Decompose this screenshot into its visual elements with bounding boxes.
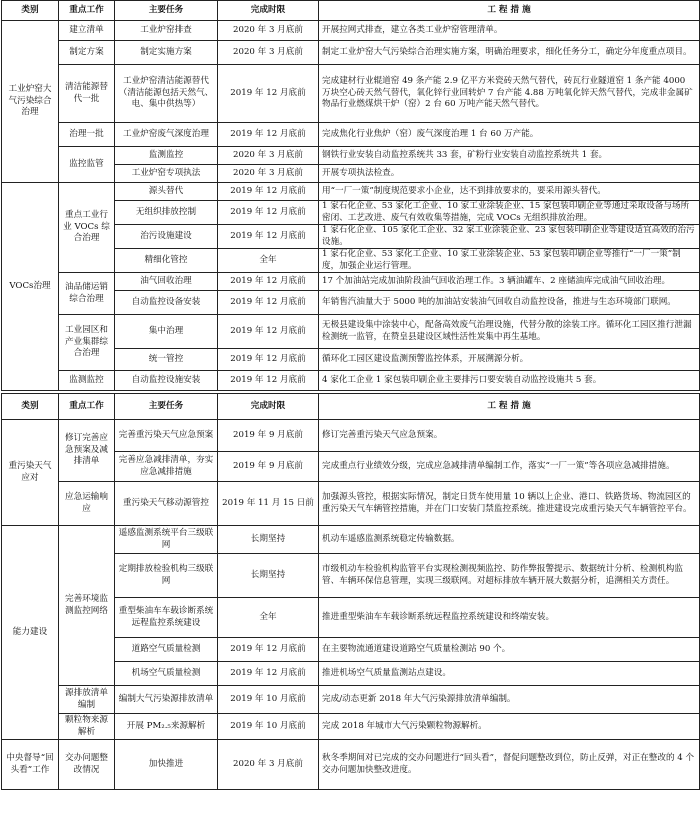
category-cell: 能力建设 bbox=[2, 526, 59, 740]
task-cell: 编制大气污染源排放清单 bbox=[115, 686, 218, 714]
work-cell: 油品储运销综合治理 bbox=[59, 273, 115, 315]
table-row bbox=[2, 686, 700, 714]
table-row bbox=[2, 273, 700, 291]
deadline-cell: 2020 年 3 月底前 bbox=[218, 740, 319, 790]
measure-cell: 无极县建设集中涂装中心，配备高效废气治理设施，代替分散的涂装工序。循环化工园区推行泄漏检测统一监管，在赞皇县建设区域性活性炭集中再生基地。 bbox=[319, 315, 700, 349]
measure-cell: 修订完善重污染天气应急预案。 bbox=[319, 420, 700, 452]
measure-cell: 17 个加油站完成加油阶段油气回收治理工作。3 辆油罐车、2 座储油库完成油气回收治理。 bbox=[319, 273, 700, 291]
deadline-cell: 长期坚持 bbox=[218, 554, 319, 598]
deadline-cell: 全年 bbox=[218, 598, 319, 638]
deadline-cell: 2019 年 12 月底前 bbox=[218, 371, 319, 391]
task-cell: 集中治理 bbox=[115, 315, 218, 349]
deadline-cell: 2019 年 12 月底前 bbox=[218, 225, 319, 249]
header-measures: 工 程 措 施 bbox=[319, 1, 700, 21]
measures-table-part-1 bbox=[1, 0, 700, 391]
measure-cell: 1 家石化企业、53 家化工企业、10 家工业涂装企业、15 家包装印刷企业等通过采取设备与场所密闭、工艺改进、废气有效收集等措施，完成 VOCs 无组织排放治理。 bbox=[319, 201, 700, 225]
task-cell: 工业炉窑专项执法 bbox=[115, 165, 218, 183]
measure-cell: 在主要物流通道建设道路空气质量检测站 90 个。 bbox=[319, 638, 700, 662]
measure-cell: 4 家化工企业 1 家包装印刷企业主要排污口要安装自动监控设施共 5 套。 bbox=[319, 371, 700, 391]
table-row bbox=[2, 65, 700, 123]
table-row bbox=[2, 41, 700, 65]
work-cell: 修订完善应急预案及减排清单 bbox=[59, 420, 115, 482]
measure-cell: 完成重点行业绩效分级，完成应急减排清单编制工作，落实“一厂一策”等各项应急减排措施。 bbox=[319, 452, 700, 482]
task-cell: 统一管控 bbox=[115, 349, 218, 371]
task-cell: 工业炉窑废气深度治理 bbox=[115, 123, 218, 147]
deadline-cell: 2019 年 10 月底前 bbox=[218, 714, 319, 740]
deadline-cell: 2020 年 3 月底前 bbox=[218, 41, 319, 65]
table-row bbox=[2, 526, 700, 554]
measure-cell: 用“一厂一策”制度规范要求小企业，达不到排放要求的，要采用源头替代。 bbox=[319, 183, 700, 201]
deadline-cell: 2019 年 12 月底前 bbox=[218, 349, 319, 371]
measure-cell: 1 家石化企业、105 家化工企业、32 家工业涂装企业、23 家包装印刷企业等建设适宜高效的治污设施。 bbox=[319, 225, 700, 249]
deadline-cell: 2019 年 12 月底前 bbox=[218, 638, 319, 662]
measures-table-part-2 bbox=[1, 393, 700, 790]
task-cell: 自动监控设施安装 bbox=[115, 371, 218, 391]
measure-cell: 推进重型柴油车车载诊断系统远程监控系统建设和终端安装。 bbox=[319, 598, 700, 638]
work-cell: 颗粒物来源解析 bbox=[59, 714, 115, 740]
task-cell: 油气回收治理 bbox=[115, 273, 218, 291]
deadline-cell: 2020 年 3 月底前 bbox=[218, 147, 319, 165]
table-row bbox=[2, 123, 700, 147]
table-row bbox=[2, 183, 700, 201]
task-cell: 开展 PM₂.₅来源解析 bbox=[115, 714, 218, 740]
table-row bbox=[2, 714, 700, 740]
deadline-cell: 2019 年 9 月底前 bbox=[218, 452, 319, 482]
deadline-cell: 2019 年 12 月底前 bbox=[218, 662, 319, 686]
deadline-cell: 2019 年 12 月底前 bbox=[218, 273, 319, 291]
measure-cell: 开展拉网式排查，建立各类工业炉窑管理清单。 bbox=[319, 21, 700, 41]
header-measures: 工 程 措 施 bbox=[319, 394, 700, 420]
deadline-cell: 2019 年 12 月底前 bbox=[218, 201, 319, 225]
work-cell: 清洁能源替代一批 bbox=[59, 65, 115, 123]
work-cell: 制定方案 bbox=[59, 41, 115, 65]
header-category: 类别 bbox=[2, 1, 59, 21]
measure-cell: 制定工业炉窑大气污染综合治理实施方案，明确治理要求，细化任务分工，确定分年度重点项目。 bbox=[319, 41, 700, 65]
work-cell: 工业园区和产业集群综合治理 bbox=[59, 315, 115, 371]
task-cell: 监测监控 bbox=[115, 147, 218, 165]
deadline-cell: 2020 年 3 月底前 bbox=[218, 21, 319, 41]
header-deadline: 完成时限 bbox=[218, 394, 319, 420]
measure-cell: 推进机场空气质量监测站点建设。 bbox=[319, 662, 700, 686]
table-row bbox=[2, 147, 700, 165]
deadline-cell: 2019 年 10 月底前 bbox=[218, 686, 319, 714]
work-cell: 交办问题整改情况 bbox=[59, 740, 115, 790]
header-key-work: 重点工作 bbox=[59, 394, 115, 420]
deadline-cell: 2019 年 9 月底前 bbox=[218, 420, 319, 452]
header-main-task: 主要任务 bbox=[115, 394, 218, 420]
deadline-cell: 全年 bbox=[218, 249, 319, 273]
deadline-cell: 2019 年 11 月 15 日前 bbox=[218, 482, 319, 526]
task-cell: 无组织排放控制 bbox=[115, 201, 218, 225]
deadline-cell: 2020 年 3 月底前 bbox=[218, 165, 319, 183]
measure-cell: 加强源头管控，根据实际情况，制定日货车使用量 10 辆以上企业、港口、铁路货场、物流园区的重污染天气车辆管控措施，并在门口安装门禁监控系统。推进建设完成重污染天气车辆管控平台。 bbox=[319, 482, 700, 526]
category-cell: 中央督导“回头看”工作 bbox=[2, 740, 59, 790]
table-header-row bbox=[2, 1, 700, 21]
work-cell: 源排放清单编制 bbox=[59, 686, 115, 714]
task-cell: 重型柴油车车载诊断系统远程监控系统建设 bbox=[115, 598, 218, 638]
deadline-cell: 长期坚持 bbox=[218, 526, 319, 554]
task-cell: 自动监控设备安装 bbox=[115, 291, 218, 315]
task-cell: 工业炉窑排查 bbox=[115, 21, 218, 41]
header-deadline: 完成时限 bbox=[218, 1, 319, 21]
task-cell: 加快推进 bbox=[115, 740, 218, 790]
deadline-cell: 2019 年 12 月底前 bbox=[218, 65, 319, 123]
measure-cell: 1 家石化企业、53 家化工企业、10 家工业涂装企业、53 家包装印刷企业等推行“一厂一策”制度，加强企业运行管理。 bbox=[319, 249, 700, 273]
work-cell: 治理一批 bbox=[59, 123, 115, 147]
task-cell: 完善重污染天气应急预案 bbox=[115, 420, 218, 452]
table-row bbox=[2, 21, 700, 41]
measure-cell: 机动车遥感监测系统稳定传输数据。 bbox=[319, 526, 700, 554]
measure-cell: 钢铁行业安装自动监控系统共 33 套，矿粉行业安装自动监控系统共 1 套。 bbox=[319, 147, 700, 165]
task-cell: 精细化管控 bbox=[115, 249, 218, 273]
measure-cell: 完成建材行业辊道窑 49 条产能 2.9 亿平方米瓷砖天然气替代，砖瓦行业隧道窑 1 条产能 4000 万块空心砖天然气替代，氧化锌行业回转炉 7 台产能 4.88 万吨氧化锌天然气替代，完成非金属矿物品行业燃煤烘干炉（窑）2 台 60 万吨产能天然气替代。 bbox=[319, 65, 700, 123]
header-category: 类别 bbox=[2, 394, 59, 420]
work-cell: 监测监控 bbox=[59, 371, 115, 391]
work-cell: 完善环境监测监控网络 bbox=[59, 526, 115, 686]
measure-cell: 完成焦化行业焦炉（窑）废气深度治理 1 台 60 万产能。 bbox=[319, 123, 700, 147]
work-cell: 监控监管 bbox=[59, 147, 115, 183]
deadline-cell: 2019 年 12 月底前 bbox=[218, 291, 319, 315]
deadline-cell: 2019 年 12 月底前 bbox=[218, 183, 319, 201]
category-cell: 工业炉窑大气污染综合治理 bbox=[2, 21, 59, 183]
task-cell: 定期排放检验机构三级联网 bbox=[115, 554, 218, 598]
header-main-task: 主要任务 bbox=[115, 1, 218, 21]
task-cell: 遥感监测系统平台三级联网 bbox=[115, 526, 218, 554]
measure-cell: 秋冬季期间对已完成的交办问题进行“回头看”，督促问题整改到位，防止反弹，对正在整改的 4 个交办问题加快整改进度。 bbox=[319, 740, 700, 790]
measure-cell: 循环化工园区建设监测预警监控体系，开展溯源分析。 bbox=[319, 349, 700, 371]
task-cell: 治污设施建设 bbox=[115, 225, 218, 249]
table-row bbox=[2, 371, 700, 391]
task-cell: 机场空气质量检测 bbox=[115, 662, 218, 686]
task-cell: 道路空气质量检测 bbox=[115, 638, 218, 662]
measure-cell: 年销售汽油量大于 5000 吨的加油站安装油气回收自动监控设备，推进与生态环境部门联网。 bbox=[319, 291, 700, 315]
work-cell: 建立清单 bbox=[59, 21, 115, 41]
task-cell: 源头替代 bbox=[115, 183, 218, 201]
table-row bbox=[2, 420, 700, 452]
measure-cell: 完成 2018 年城市大气污染颗粒物源解析。 bbox=[319, 714, 700, 740]
category-cell: 重污染天气应对 bbox=[2, 420, 59, 526]
measure-cell: 市级机动车检验机构监管平台实现检测视频监控、防作弊报警提示、数据统计分析、检测机构监管、车辆环保信息管理，实现三级联网。对超标排放车辆开展大数据分析，追溯相关方责任。 bbox=[319, 554, 700, 598]
task-cell: 工业炉窑清洁能源替代（清洁能源包括天然气、电、集中供热等） bbox=[115, 65, 218, 123]
table-row bbox=[2, 482, 700, 526]
measure-cell: 完成/动态更新 2018 年大气污染源排放清单编制。 bbox=[319, 686, 700, 714]
deadline-cell: 2019 年 12 月底前 bbox=[218, 315, 319, 349]
task-cell: 重污染天气移动源管控 bbox=[115, 482, 218, 526]
task-cell: 完善应急减排清单，夯实应急减排措施 bbox=[115, 452, 218, 482]
work-cell: 重点工业行业 VOCs 综合治理 bbox=[59, 183, 115, 273]
table-row bbox=[2, 740, 700, 790]
task-cell: 制定实施方案 bbox=[115, 41, 218, 65]
measure-cell: 开展专项执法检查。 bbox=[319, 165, 700, 183]
category-cell: VOCs治理 bbox=[2, 183, 59, 391]
work-cell: 应急运输响应 bbox=[59, 482, 115, 526]
table-header-row bbox=[2, 394, 700, 420]
deadline-cell: 2019 年 12 月底前 bbox=[218, 123, 319, 147]
header-key-work: 重点工作 bbox=[59, 1, 115, 21]
table-row bbox=[2, 315, 700, 349]
